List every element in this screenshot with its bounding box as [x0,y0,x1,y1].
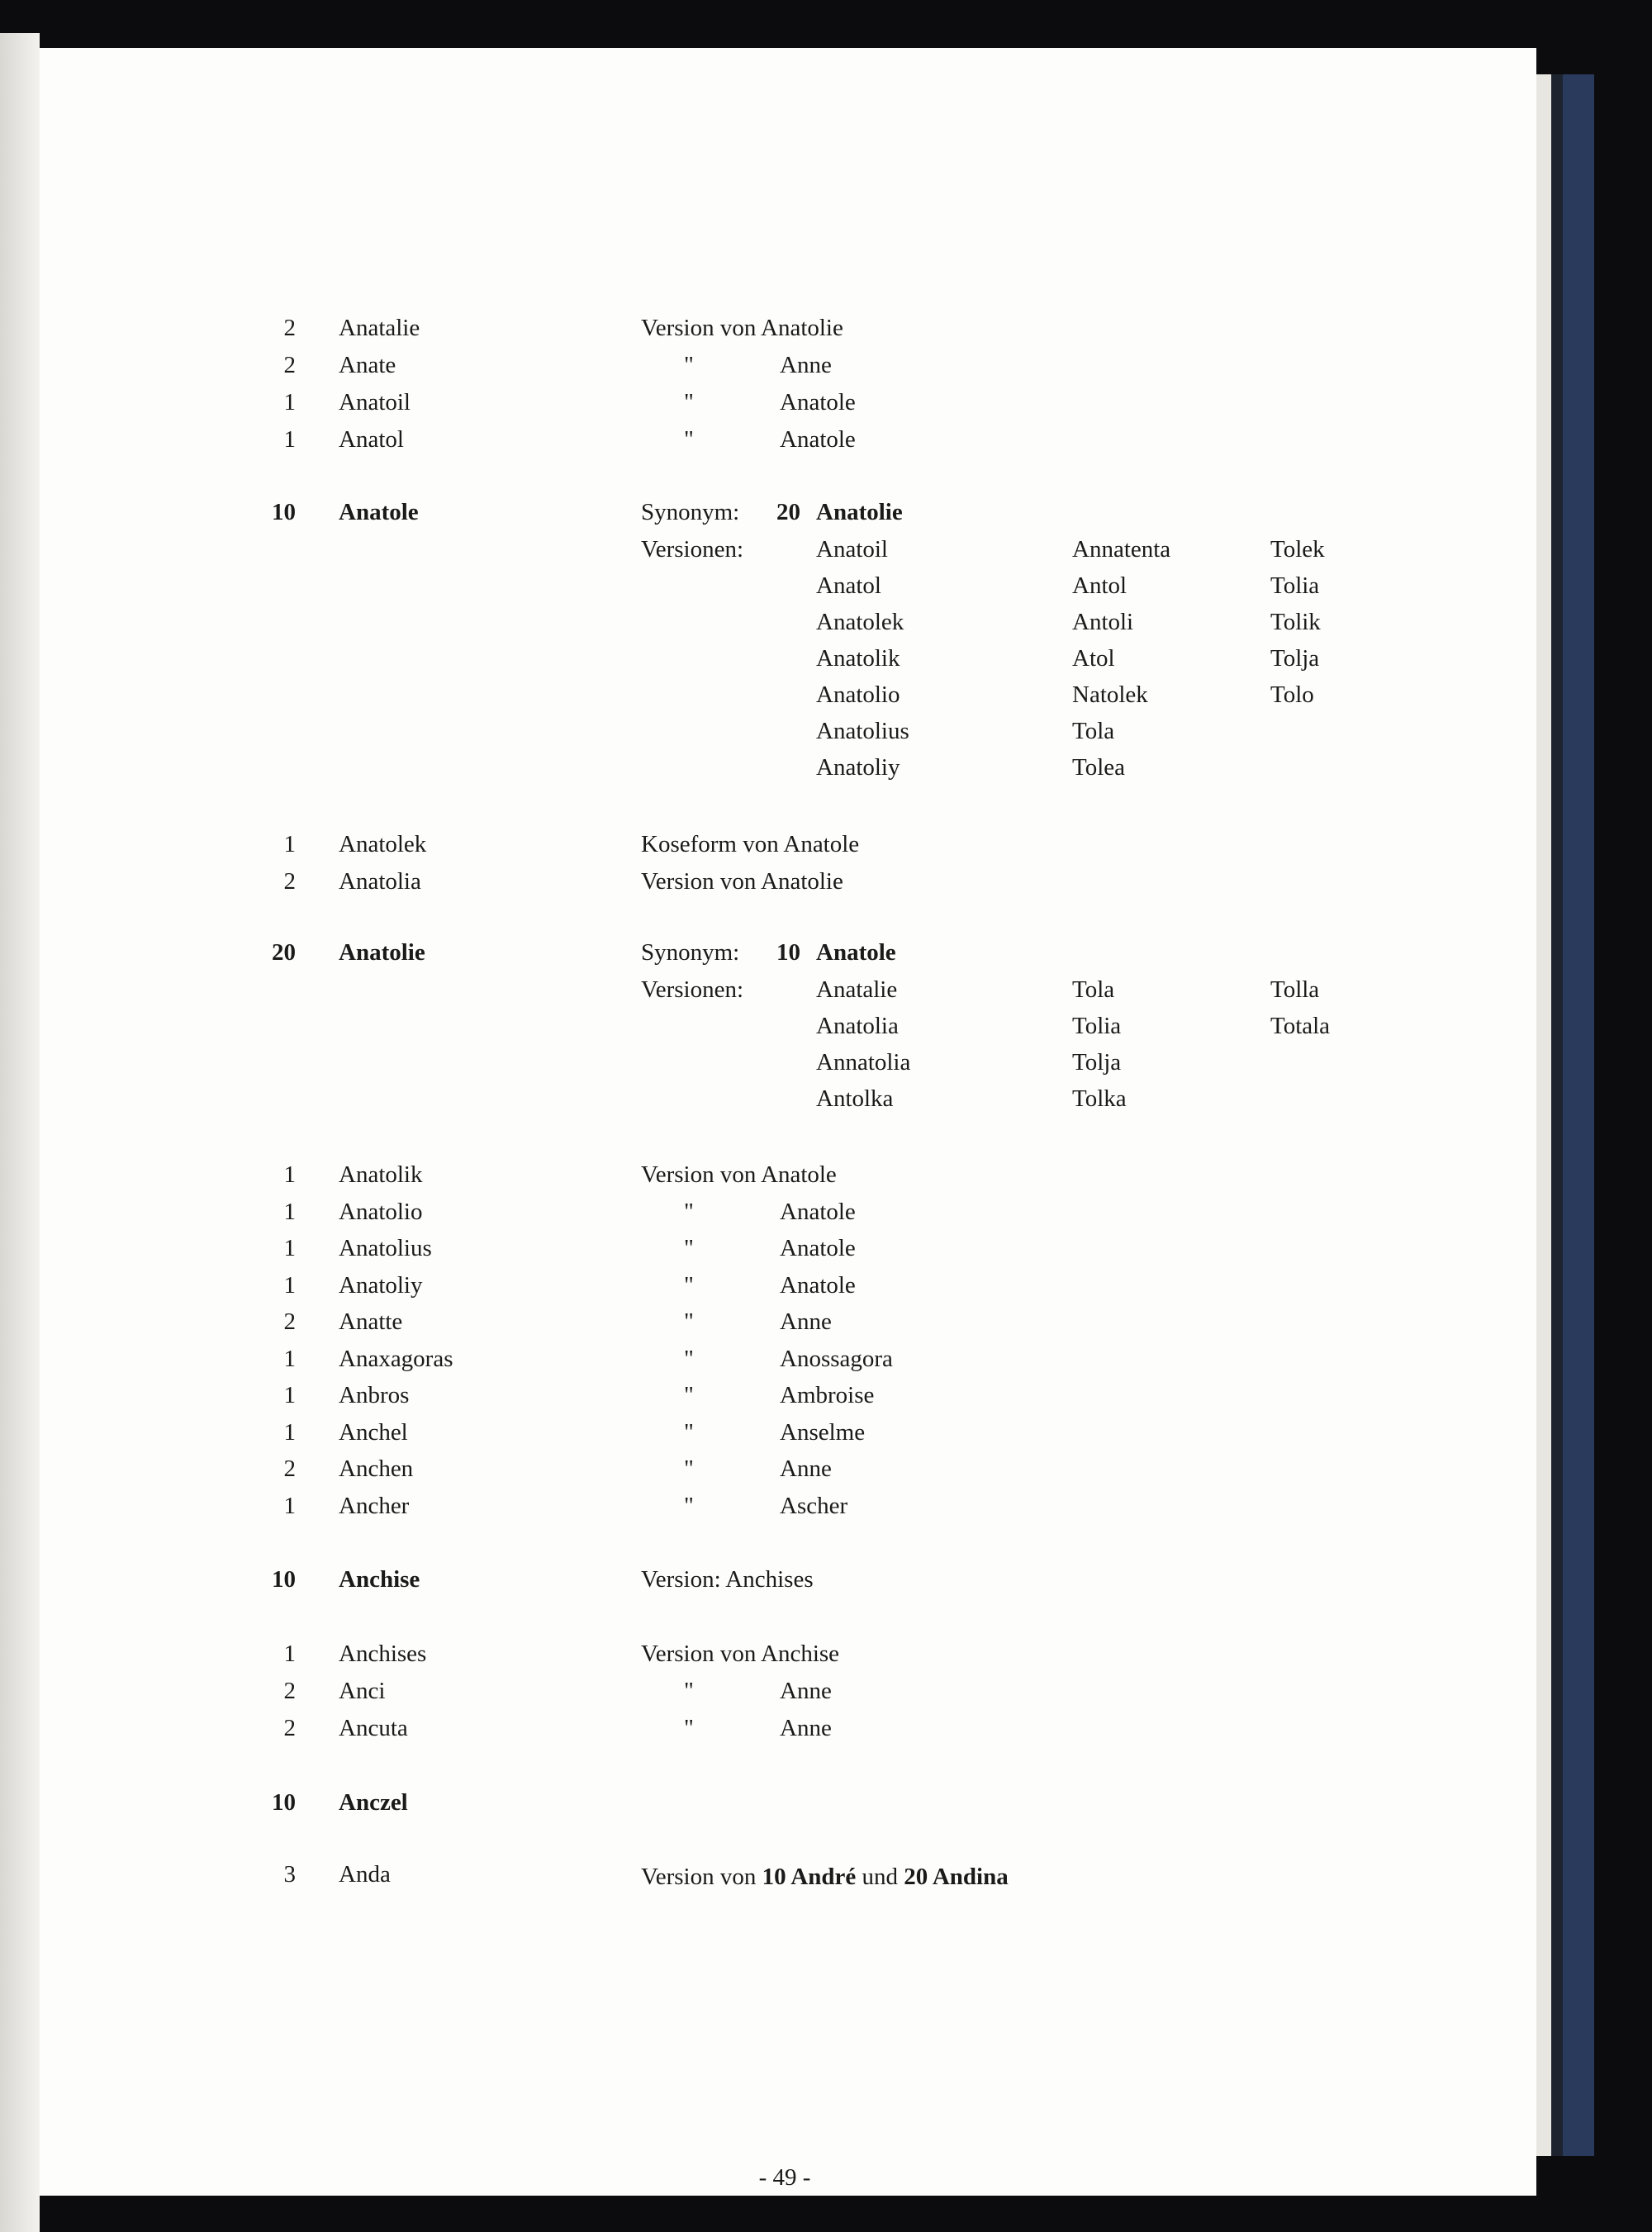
entry-frequency: 2 [283,1456,296,1482]
synonym-frequency: 10 [776,939,800,966]
ditto-mark: " [684,389,694,416]
synonym-name: Anatolie [816,499,903,525]
entry-reference: Anatole [780,1198,856,1225]
entry-name: Anatolius [339,1235,432,1261]
entry-name: Anchen [339,1456,414,1482]
entry-reference: Anselme [780,1418,866,1446]
version-name: Tolik [1270,609,1321,635]
version-name: Tolla [1270,976,1320,1003]
entry-name: Anatole [339,499,419,525]
entry-frequency: 2 [283,1715,296,1741]
ditto-mark: " [684,1198,694,1225]
entry-frequency: 20 [272,939,296,966]
ditto-mark: " [684,1492,694,1519]
version-name: Anatolek [816,609,904,635]
version-name: Anatoliy [816,754,900,781]
version-name: Natolek [1072,681,1148,708]
entry-frequency: 3 [283,1861,296,1888]
entry-frequency: 1 [283,1641,296,1667]
version-name: Atol [1072,645,1115,672]
entry-frequency: 2 [283,1308,296,1335]
entry-name: Anatolia [339,868,421,895]
entry-name: Anatol [339,426,404,453]
version-name: Anatoil [816,536,888,563]
entry-relation [641,1863,1009,1891]
version-name: Antol [1072,572,1127,599]
entry-frequency: 1 [283,389,296,416]
ditto-mark: " [684,352,694,378]
book-spine-left [0,33,40,2232]
ditto-mark: " [684,1271,694,1299]
entry-relation: Version von Anchise [641,1641,840,1667]
version-name: Anatolio [816,681,900,708]
version-name: Tolja [1072,1049,1122,1076]
entry-frequency: 1 [283,426,296,453]
entry-name: Anbros [339,1382,410,1408]
synonym-label: Synonym: [641,499,740,525]
entry-relation: Version von Anatolie [641,315,843,341]
entry-reference: Anne [780,1715,832,1741]
entry-name: Anatolie [339,939,425,966]
entry-name: Anchises [339,1641,427,1667]
entry-reference: Ascher [780,1492,848,1519]
entry-frequency: 2 [283,352,296,378]
entry-relation: Version: Anchises [641,1566,814,1593]
version-name: Tola [1072,718,1115,744]
entry-reference: Anne [780,1308,832,1335]
version-name: Tolek [1270,536,1325,563]
ditto-mark: " [684,1418,694,1446]
entry-frequency: 1 [283,1492,296,1519]
entry-frequency: 2 [283,868,296,895]
entry-frequency: 1 [283,1382,296,1408]
relation-text: und [856,1864,904,1890]
entry-reference: Anne [780,1456,832,1482]
version-name: Tolia [1072,1013,1122,1039]
entry-frequency: 1 [283,1418,296,1446]
entry-name: Anatolik [339,1161,423,1188]
ditto-mark: " [684,1235,694,1261]
entry-frequency: 1 [283,1161,296,1188]
entry-name: Anaxagoras [339,1345,453,1372]
ditto-mark: " [684,1456,694,1482]
entry-reference: Anatole [780,1235,856,1261]
version-name: Tolka [1072,1085,1127,1112]
book-cover-edge [1536,74,1594,2156]
ditto-mark: " [684,426,694,453]
versions-label: Versionen: [641,536,744,563]
entry-frequency: 10 [272,1566,296,1593]
entry-reference: Ambroise [780,1382,875,1408]
version-name: Anatolia [816,1013,899,1039]
entry-name: Anczel [339,1789,408,1816]
entry-relation: Koseform von Anatole [641,831,860,857]
entry-name: Anatoil [339,389,411,416]
ditto-mark: " [684,1382,694,1408]
synonym-name: Anatole [816,939,896,966]
entry-frequency: 1 [283,1198,296,1225]
versions-label: Versionen: [641,976,744,1003]
version-name: Tolo [1270,681,1314,708]
entry-relation: Version von Anatole [641,1161,837,1188]
synonym-frequency: 20 [776,499,800,525]
entry-frequency: 2 [283,315,296,341]
entry-name: Anchise [339,1566,420,1593]
page-number: - 49 - [758,2164,811,2191]
version-name: Tolia [1270,572,1320,599]
entry-reference: Anatole [780,426,856,453]
entry-frequency: 1 [283,831,296,857]
entry-frequency: 1 [283,1235,296,1261]
ditto-mark: " [684,1308,694,1335]
entry-frequency: 1 [283,1271,296,1299]
entry-reference: Anossagora [780,1345,893,1372]
entry-frequency: 1 [283,1345,296,1372]
version-name: Anatalie [816,976,898,1003]
synonym-label: Synonym: [641,939,740,966]
entry-name: Anate [339,352,396,378]
entry-frequency: 10 [272,499,296,525]
entry-reference: Anne [780,352,832,378]
version-name: Tolja [1270,645,1320,672]
version-name: Antoli [1072,609,1134,635]
entry-reference: Anatole [780,389,856,416]
entry-name: Ancuta [339,1715,408,1741]
entry-name: Anatalie [339,315,420,341]
entry-name: Ancher [339,1492,410,1519]
reference-name: 20 Andina [904,1864,1009,1890]
entry-name: Anda [339,1861,391,1888]
ditto-mark: " [684,1678,694,1704]
entry-reference: Anatole [780,1271,856,1299]
version-name: Tola [1072,976,1115,1003]
version-name: Totala [1270,1013,1331,1039]
version-name: Anatolius [816,718,909,744]
version-name: Tolea [1072,754,1125,781]
entry-reference: Anne [780,1678,832,1704]
entry-frequency: 2 [283,1678,296,1704]
entry-name: Anatolio [339,1198,423,1225]
version-name: Annatenta [1072,536,1171,563]
ditto-mark: " [684,1345,694,1372]
reference-name: 10 André [762,1864,857,1890]
ditto-mark: " [684,1715,694,1741]
entry-name: Anatte [339,1308,403,1335]
version-name: Antolka [816,1085,894,1112]
entry-name: Anatoliy [339,1271,423,1299]
entry-frequency: 10 [272,1789,296,1816]
version-name: Anatol [816,572,881,599]
version-name: Anatolik [816,645,900,672]
entry-name: Anci [339,1678,386,1704]
version-name: Annatolia [816,1049,911,1076]
entry-relation: Version von Anatolie [641,868,843,895]
relation-text: Version von [641,1864,762,1890]
entry-name: Anatolek [339,831,427,857]
entry-name: Anchel [339,1418,408,1446]
